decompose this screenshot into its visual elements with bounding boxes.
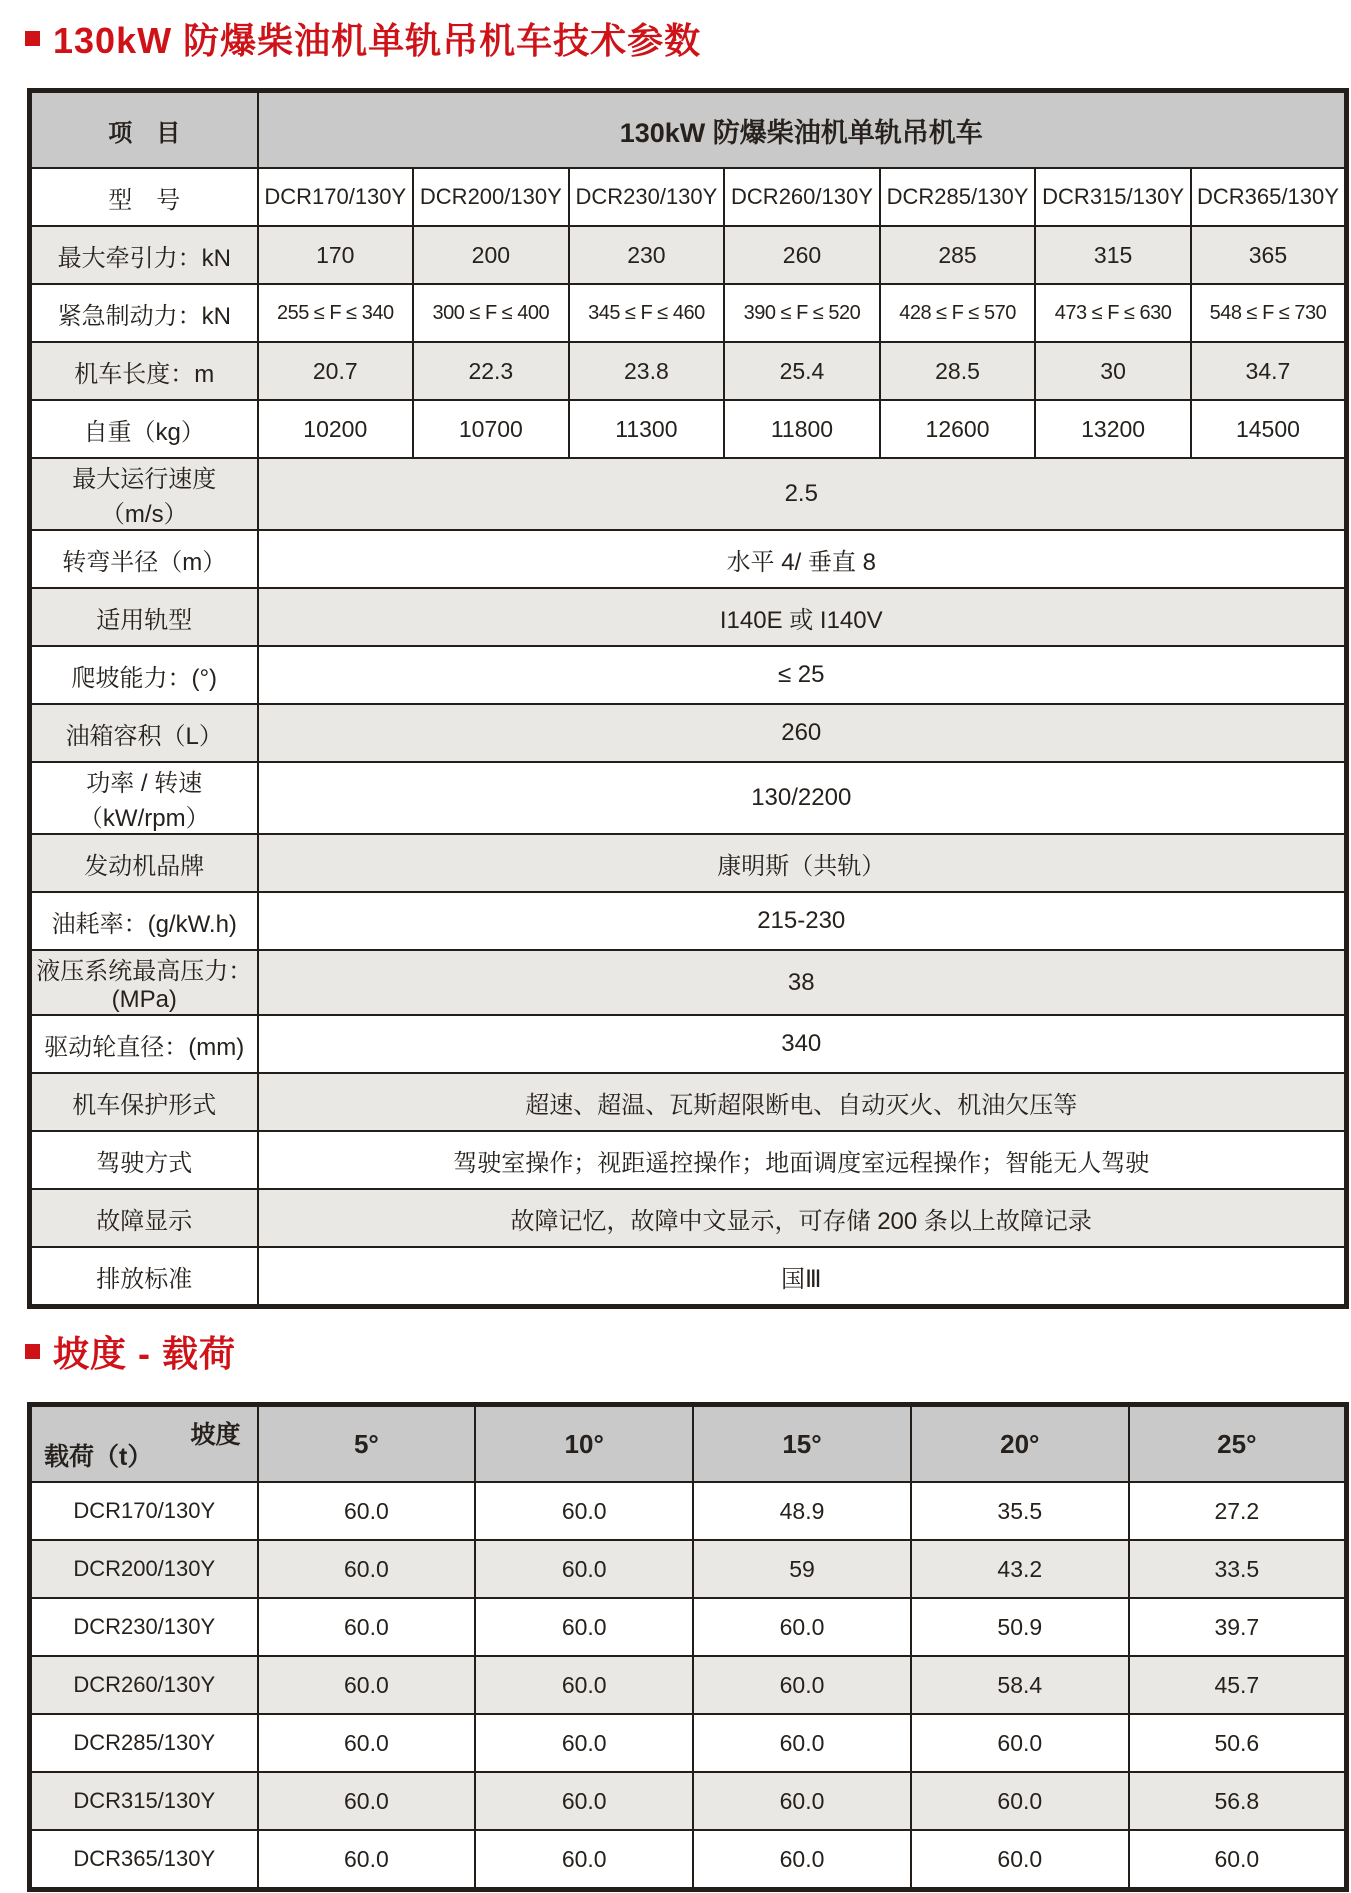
spec-row-label: 机车保护形式 (30, 1073, 258, 1131)
spec-merged-row (30, 1189, 1347, 1247)
load-model-cell: DCR170/130Y (30, 1482, 258, 1540)
model-row (30, 168, 1347, 226)
load-value-cell: 59 (693, 1540, 911, 1598)
load-header-row (30, 1405, 1347, 1483)
spec-value-cell: 315 (1035, 226, 1191, 284)
model-cell: DCR230/130Y (569, 168, 725, 226)
spec-value-cell: 11300 (569, 400, 725, 458)
load-model-cell: DCR260/130Y (30, 1656, 258, 1714)
grade-column-header: 10° (475, 1405, 693, 1483)
grade-column-header: 5° (258, 1405, 476, 1483)
load-row (30, 1772, 1347, 1830)
spec-merged-value: 驾驶室操作；视距遥控操作；地面调度室远程操作；智能无人驾驶 (258, 1131, 1347, 1189)
spec-row-label: 驱动轮直径：(mm) (30, 1015, 258, 1073)
spec-value-cell: 300 ≤ F ≤ 400 (413, 284, 569, 342)
load-value-cell: 60.0 (475, 1482, 693, 1540)
spec-row (30, 342, 1347, 400)
spec-merged-row (30, 1073, 1347, 1131)
spec-row-label: 排放标准 (30, 1247, 258, 1307)
spec-table (27, 88, 1349, 1309)
spec-row-label: 紧急制动力：kN (30, 284, 258, 342)
load-corner-cell (30, 1405, 258, 1483)
load-value-cell: 60.0 (911, 1772, 1129, 1830)
load-value-cell: 60.0 (475, 1598, 693, 1656)
load-value-cell: 56.8 (1129, 1772, 1347, 1830)
spec-merged-value: I140E 或 I140V (258, 588, 1347, 646)
grade-column-header: 20° (911, 1405, 1129, 1483)
load-row (30, 1540, 1347, 1598)
load-value-cell: 27.2 (1129, 1482, 1347, 1540)
spec-merged-row (30, 588, 1347, 646)
load-value-cell: 60.0 (258, 1482, 476, 1540)
load-model-cell: DCR315/130Y (30, 1772, 258, 1830)
spec-value-cell: 20.7 (258, 342, 414, 400)
load-value-cell: 60.0 (693, 1714, 911, 1772)
grade-column-header: 15° (693, 1405, 911, 1483)
spec-row-label: 液压系统最高压力：(MPa) (30, 950, 258, 1015)
spec-value-cell: 12600 (880, 400, 1036, 458)
spec-row-label: 机车长度：m (30, 342, 258, 400)
spec-value-cell: 34.7 (1191, 342, 1347, 400)
load-row (30, 1598, 1347, 1656)
spec-header-row (30, 91, 1347, 169)
load-value-cell: 48.9 (693, 1482, 911, 1540)
load-value-cell: 60.0 (475, 1540, 693, 1598)
spec-merged-value: ≤ 25 (258, 646, 1347, 704)
load-value-cell: 60.0 (258, 1714, 476, 1772)
load-value-cell: 60.0 (475, 1714, 693, 1772)
spec-merged-value: 故障记忆，故障中文显示，可存储 200 条以上故障记录 (258, 1189, 1347, 1247)
spec-merged-row (30, 646, 1347, 704)
spec-value-cell: 548 ≤ F ≤ 730 (1191, 284, 1347, 342)
spec-value-cell: 11800 (724, 400, 880, 458)
load-value-cell: 60.0 (258, 1830, 476, 1890)
spec-row-label: 自重（kg） (30, 400, 258, 458)
load-value-cell: 39.7 (1129, 1598, 1347, 1656)
load-value-cell: 45.7 (1129, 1656, 1347, 1714)
spec-row (30, 400, 1347, 458)
load-value-cell: 60.0 (693, 1598, 911, 1656)
corner-grade-label: 坡度 (190, 1421, 241, 1449)
spec-merged-row (30, 950, 1347, 1015)
load-value-cell: 60.0 (475, 1830, 693, 1890)
spec-merged-value: 340 (258, 1015, 1347, 1073)
spec-merged-value: 130/2200 (258, 762, 1347, 834)
spec-corner-cell: 项 目 (30, 91, 258, 169)
load-value-cell: 60.0 (258, 1540, 476, 1598)
load-model-cell: DCR230/130Y (30, 1598, 258, 1656)
load-value-cell: 60.0 (911, 1830, 1129, 1890)
spec-merged-row (30, 458, 1347, 530)
spec-merged-row (30, 892, 1347, 950)
section2-title (25, 1326, 236, 1377)
spec-row-label: 油耗率：(g/kW.h) (30, 892, 258, 950)
spec-merged-row (30, 1131, 1347, 1189)
spec-value-cell: 10700 (413, 400, 569, 458)
spec-row (30, 226, 1347, 284)
load-value-cell: 35.5 (911, 1482, 1129, 1540)
model-cell: DCR315/130Y (1035, 168, 1191, 226)
spec-merged-value: 2.5 (258, 458, 1347, 530)
load-value-cell: 50.9 (911, 1598, 1129, 1656)
load-value-cell: 33.5 (1129, 1540, 1347, 1598)
corner-load-label: 载荷（t） (44, 1443, 153, 1471)
spec-value-cell: 10200 (258, 400, 414, 458)
section1-title-text: 130kW 防爆柴油机单轨吊机车技术参数 (53, 20, 702, 61)
model-cell: DCR170/130Y (258, 168, 414, 226)
section2-title-text: 坡度 - 载荷 (53, 1333, 236, 1374)
load-model-cell: DCR365/130Y (30, 1830, 258, 1890)
load-row (30, 1714, 1347, 1772)
spec-group-header: 130kW 防爆柴油机单轨吊机车 (258, 91, 1347, 169)
spec-row-label: 故障显示 (30, 1189, 258, 1247)
spec-merged-value: 水平 4/ 垂直 8 (258, 530, 1347, 588)
spec-row-label: 转弯半径（m） (30, 530, 258, 588)
spec-value-cell: 365 (1191, 226, 1347, 284)
model-cell: DCR285/130Y (880, 168, 1036, 226)
load-model-cell: DCR200/130Y (30, 1540, 258, 1598)
spec-row-label: 适用轨型 (30, 588, 258, 646)
model-cell: DCR260/130Y (724, 168, 880, 226)
spec-row-label: 发动机品牌 (30, 834, 258, 892)
red-square-bullet-icon (25, 1344, 40, 1359)
spec-value-cell: 14500 (1191, 400, 1347, 458)
red-square-bullet-icon (25, 31, 40, 46)
load-value-cell: 60.0 (258, 1656, 476, 1714)
spec-value-cell: 200 (413, 226, 569, 284)
spec-value-cell: 22.3 (413, 342, 569, 400)
spec-value-cell: 230 (569, 226, 725, 284)
load-value-cell: 58.4 (911, 1656, 1129, 1714)
spec-value-cell: 285 (880, 226, 1036, 284)
load-value-cell: 50.6 (1129, 1714, 1347, 1772)
spec-value-cell: 428 ≤ F ≤ 570 (880, 284, 1036, 342)
model-cell: DCR365/130Y (1191, 168, 1347, 226)
load-value-cell: 60.0 (693, 1772, 911, 1830)
spec-value-cell: 345 ≤ F ≤ 460 (569, 284, 725, 342)
spec-merged-value: 超速、超温、瓦斯超限断电、自动灭火、机油欠压等 (258, 1073, 1347, 1131)
load-row (30, 1830, 1347, 1890)
spec-merged-value: 国Ⅲ (258, 1247, 1347, 1307)
spec-value-cell: 30 (1035, 342, 1191, 400)
spec-value-cell: 13200 (1035, 400, 1191, 458)
load-row (30, 1482, 1347, 1540)
spec-value-cell: 23.8 (569, 342, 725, 400)
spec-row-label: 爬坡能力：(°) (30, 646, 258, 704)
spec-value-cell: 25.4 (724, 342, 880, 400)
spec-value-cell: 390 ≤ F ≤ 520 (724, 284, 880, 342)
spec-value-cell: 473 ≤ F ≤ 630 (1035, 284, 1191, 342)
load-value-cell: 60.0 (258, 1772, 476, 1830)
grade-column-header: 25° (1129, 1405, 1347, 1483)
load-value-cell: 60.0 (258, 1598, 476, 1656)
spec-merged-row (30, 1015, 1347, 1073)
spec-merged-value: 260 (258, 704, 1347, 762)
spec-merged-value: 38 (258, 950, 1347, 1015)
load-value-cell: 43.2 (911, 1540, 1129, 1598)
load-row (30, 1656, 1347, 1714)
spec-merged-value: 215-230 (258, 892, 1347, 950)
spec-value-cell: 28.5 (880, 342, 1036, 400)
spec-value-cell: 255 ≤ F ≤ 340 (258, 284, 414, 342)
spec-merged-row (30, 834, 1347, 892)
spec-row-label: 驾驶方式 (30, 1131, 258, 1189)
model-cell: DCR200/130Y (413, 168, 569, 226)
spec-value-cell: 170 (258, 226, 414, 284)
spec-merged-value: 康明斯（共轨） (258, 834, 1347, 892)
load-value-cell: 60.0 (1129, 1830, 1347, 1890)
spec-merged-row (30, 762, 1347, 834)
spec-row-label: 最大运行速度（m/s） (30, 458, 258, 530)
spec-merged-row (30, 704, 1347, 762)
load-value-cell: 60.0 (475, 1772, 693, 1830)
spec-row-label: 油箱容积（L） (30, 704, 258, 762)
spec-row-label: 功率 / 转速（kW/rpm） (30, 762, 258, 834)
model-row-label: 型 号 (30, 168, 258, 226)
load-model-cell: DCR285/130Y (30, 1714, 258, 1772)
spec-value-cell: 260 (724, 226, 880, 284)
load-value-cell: 60.0 (475, 1656, 693, 1714)
spec-row (30, 284, 1347, 342)
spec-merged-row (30, 530, 1347, 588)
section1-title (25, 13, 701, 64)
spec-row-label: 最大牵引力：kN (30, 226, 258, 284)
grade-load-table (27, 1402, 1349, 1892)
spec-merged-row (30, 1247, 1347, 1307)
load-value-cell: 60.0 (693, 1656, 911, 1714)
load-value-cell: 60.0 (693, 1830, 911, 1890)
load-value-cell: 60.0 (911, 1714, 1129, 1772)
